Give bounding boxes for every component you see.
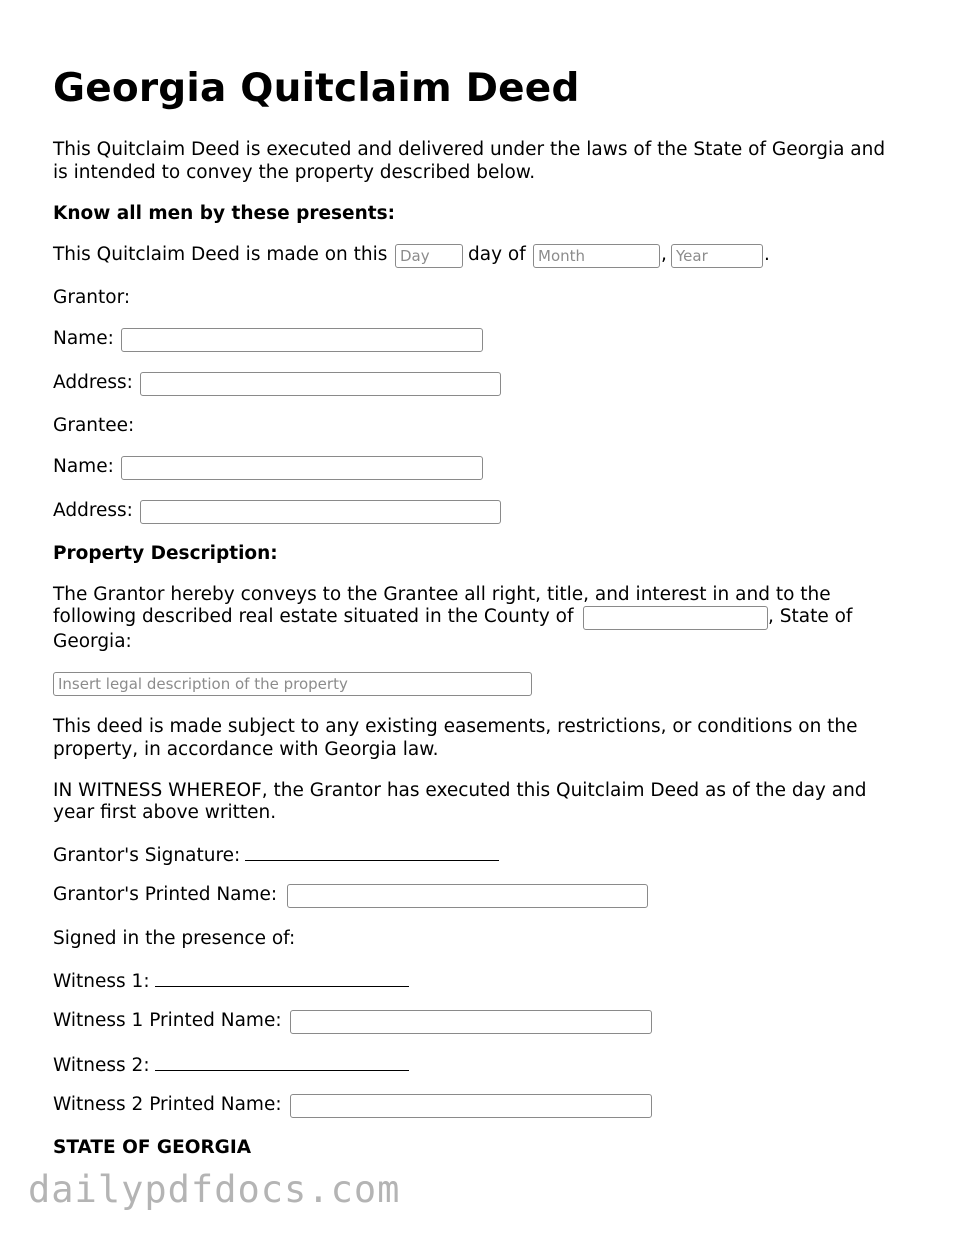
witness2-label: Witness 2: — [53, 1055, 150, 1076]
legal-description-input[interactable] — [53, 672, 532, 696]
grantor-printed-name-input[interactable] — [287, 884, 648, 908]
day-of-label: day of — [468, 244, 526, 265]
presence-label: Signed in the presence of: — [53, 928, 296, 949]
grantee-address-label: Address: — [53, 500, 133, 521]
grantor-address-label: Address: — [53, 372, 133, 393]
year-input[interactable] — [671, 244, 763, 268]
witness2-signature-line[interactable] — [155, 1052, 409, 1071]
grantor-address-input[interactable] — [140, 372, 501, 396]
grantee-name-label: Name: — [53, 456, 114, 477]
witness2-signature-row — [53, 1052, 409, 1077]
state-heading: STATE OF GEORGIA — [53, 1137, 252, 1158]
made-on-prefix: This Quitclaim Deed is made on this — [53, 244, 388, 265]
witness1-printed-name-input[interactable] — [290, 1010, 652, 1034]
witness2-printed-name-input[interactable] — [290, 1094, 652, 1118]
witness-whereof-line-2: year first above written. — [53, 802, 277, 823]
watermark: dailypdfdocs.com — [28, 1168, 401, 1211]
property-line-2-suffix: , State of — [768, 606, 853, 627]
witness-whereof-line-1: IN WITNESS WHEREOF, the Grantor has executed this Quitclaim Deed as of the day and — [53, 780, 867, 801]
property-line-2-prefix: following described real estate situated in the County of — [53, 606, 574, 627]
witness2-printed-label: Witness 2 Printed Name: — [53, 1094, 282, 1115]
grantee-name-input[interactable] — [121, 456, 483, 480]
witness1-signature-row — [53, 968, 409, 993]
witness1-label: Witness 1: — [53, 971, 150, 992]
subject-to-line-2: property, in accordance with Georgia law. — [53, 739, 439, 760]
day-input[interactable] — [395, 244, 463, 268]
intro-line-2: is intended to convey the property described below. — [53, 162, 536, 183]
property-heading: Property Description: — [53, 543, 278, 564]
grantor-printed-label: Grantor's Printed Name: — [53, 884, 278, 905]
grantor-name-label: Name: — [53, 328, 114, 349]
grantor-signature-label: Grantor's Signature: — [53, 845, 241, 866]
witness1-printed-label: Witness 1 Printed Name: — [53, 1010, 282, 1031]
grantor-signature-row — [53, 842, 499, 867]
intro-line-1: This Quitclaim Deed is executed and delivered under the laws of the State of Georgia and — [53, 139, 886, 160]
grantee-address-input[interactable] — [140, 500, 501, 524]
grantor-name-input[interactable] — [121, 328, 483, 352]
page-title: Georgia Quitclaim Deed — [53, 66, 580, 111]
property-line-3: Georgia: — [53, 631, 132, 652]
comma-separator: , — [661, 244, 667, 265]
know-all-heading: Know all men by these presents: — [53, 203, 395, 224]
month-input[interactable] — [533, 244, 660, 268]
property-line-1: The Grantor hereby conveys to the Grantee all right, title, and interest in and to the — [53, 584, 831, 605]
period-separator: . — [764, 244, 770, 265]
witness1-signature-line[interactable] — [155, 968, 409, 987]
grantee-heading: Grantee: — [53, 415, 135, 436]
grantor-signature-line[interactable] — [245, 842, 499, 861]
grantor-heading: Grantor: — [53, 287, 131, 308]
county-input[interactable] — [583, 606, 768, 630]
subject-to-line-1: This deed is made subject to any existing easements, restrictions, or conditions on the — [53, 716, 858, 737]
